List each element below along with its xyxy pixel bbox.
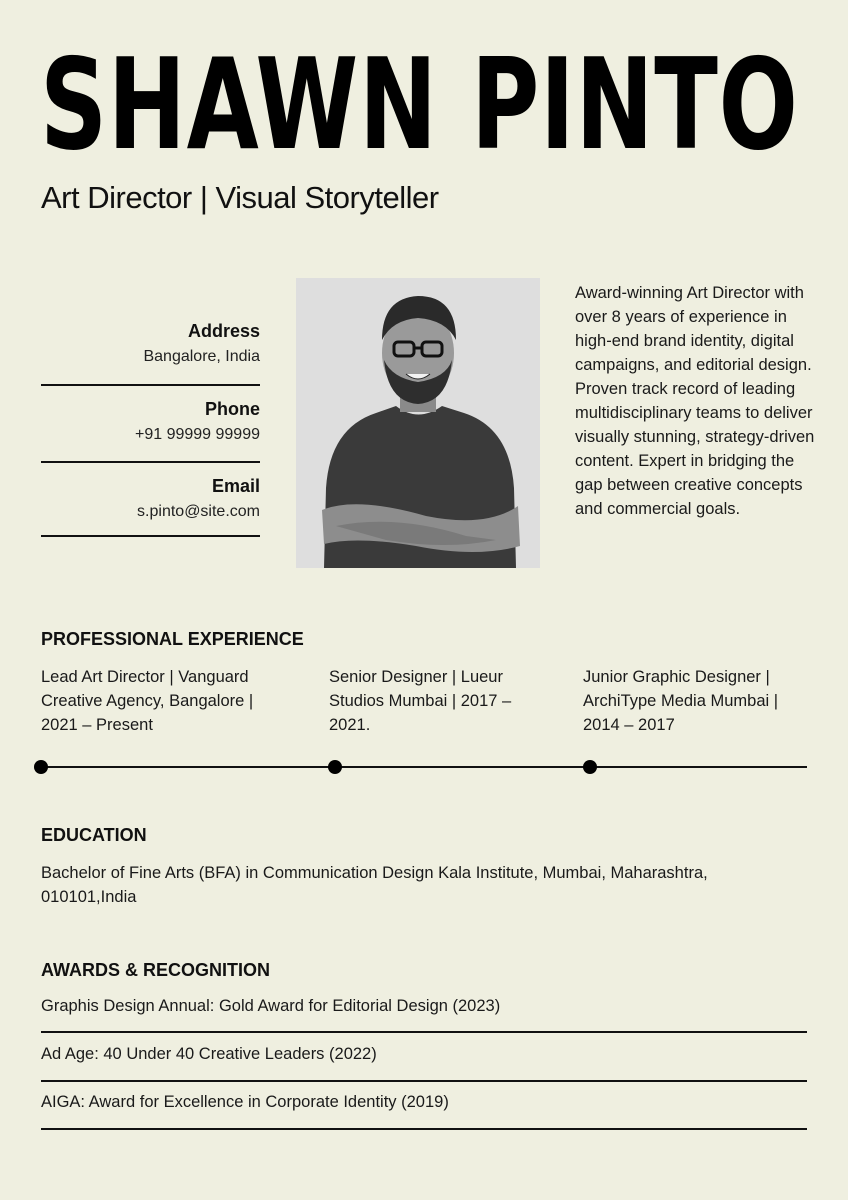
education-text: Bachelor of Fine Arts (BFA) in Communication Design Kala Institute, Mumbai, Maharashtra, 010101,India	[41, 864, 708, 906]
education-heading: EDUCATION	[41, 825, 147, 845]
resume-title: Art Director | Visual Storyteller	[41, 180, 439, 215]
contact-phone	[41, 399, 260, 444]
contact-label: Email	[211, 476, 260, 496]
divider	[41, 1031, 807, 1033]
resume-name: SHAWN PINTO	[40, 31, 799, 178]
contact-address	[41, 321, 260, 366]
timeline-dot	[34, 760, 48, 774]
job-entry: Senior Designer | Lueur Studios Mumbai | 2017 – 2021.	[329, 668, 512, 734]
awards-heading: AWARDS & RECOGNITION	[41, 960, 271, 980]
award-item: Ad Age: 40 Under 40 Creative Leaders (2022)	[41, 1045, 377, 1063]
contact-value: +91 99999 99999	[134, 426, 260, 443]
portrait-illustration	[296, 278, 540, 568]
divider	[41, 535, 260, 537]
contact-email	[41, 476, 260, 521]
divider	[41, 461, 260, 463]
contact-label: Address	[187, 321, 260, 341]
timeline-dot	[583, 760, 597, 774]
contact-value: s.pinto@site.com	[137, 503, 260, 520]
experience-heading: PROFESSIONAL EXPERIENCE	[41, 629, 304, 649]
job-entry: Junior Graphic Designer | ArchiType Media Mumbai | 2014 – 2017	[583, 668, 779, 734]
contact-value: Bangalore, India	[143, 348, 260, 365]
experience-timeline	[41, 766, 807, 768]
divider	[41, 1080, 807, 1082]
profile-summary: Award-winning Art Director with over 8 years of experience in high-end brand identity, digital campaigns, and editorial design. Proven track record of leading multidisciplinary teams to deliver visually stunning, strategy-driven content. Expert in bridging the gap between creative concepts and commercial goals.	[575, 284, 815, 518]
timeline-dot	[328, 760, 342, 774]
contact-label: Phone	[204, 399, 260, 419]
job-entry: Lead Art Director | Vanguard Creative Agency, Bangalore | 2021 – Present	[41, 668, 254, 734]
award-item: AIGA: Award for Excellence in Corporate Identity (2019)	[41, 1093, 449, 1111]
divider	[41, 1128, 807, 1130]
award-item: Graphis Design Annual: Gold Award for Editorial Design (2023)	[41, 997, 501, 1015]
divider	[41, 384, 260, 386]
profile-photo	[296, 278, 540, 568]
